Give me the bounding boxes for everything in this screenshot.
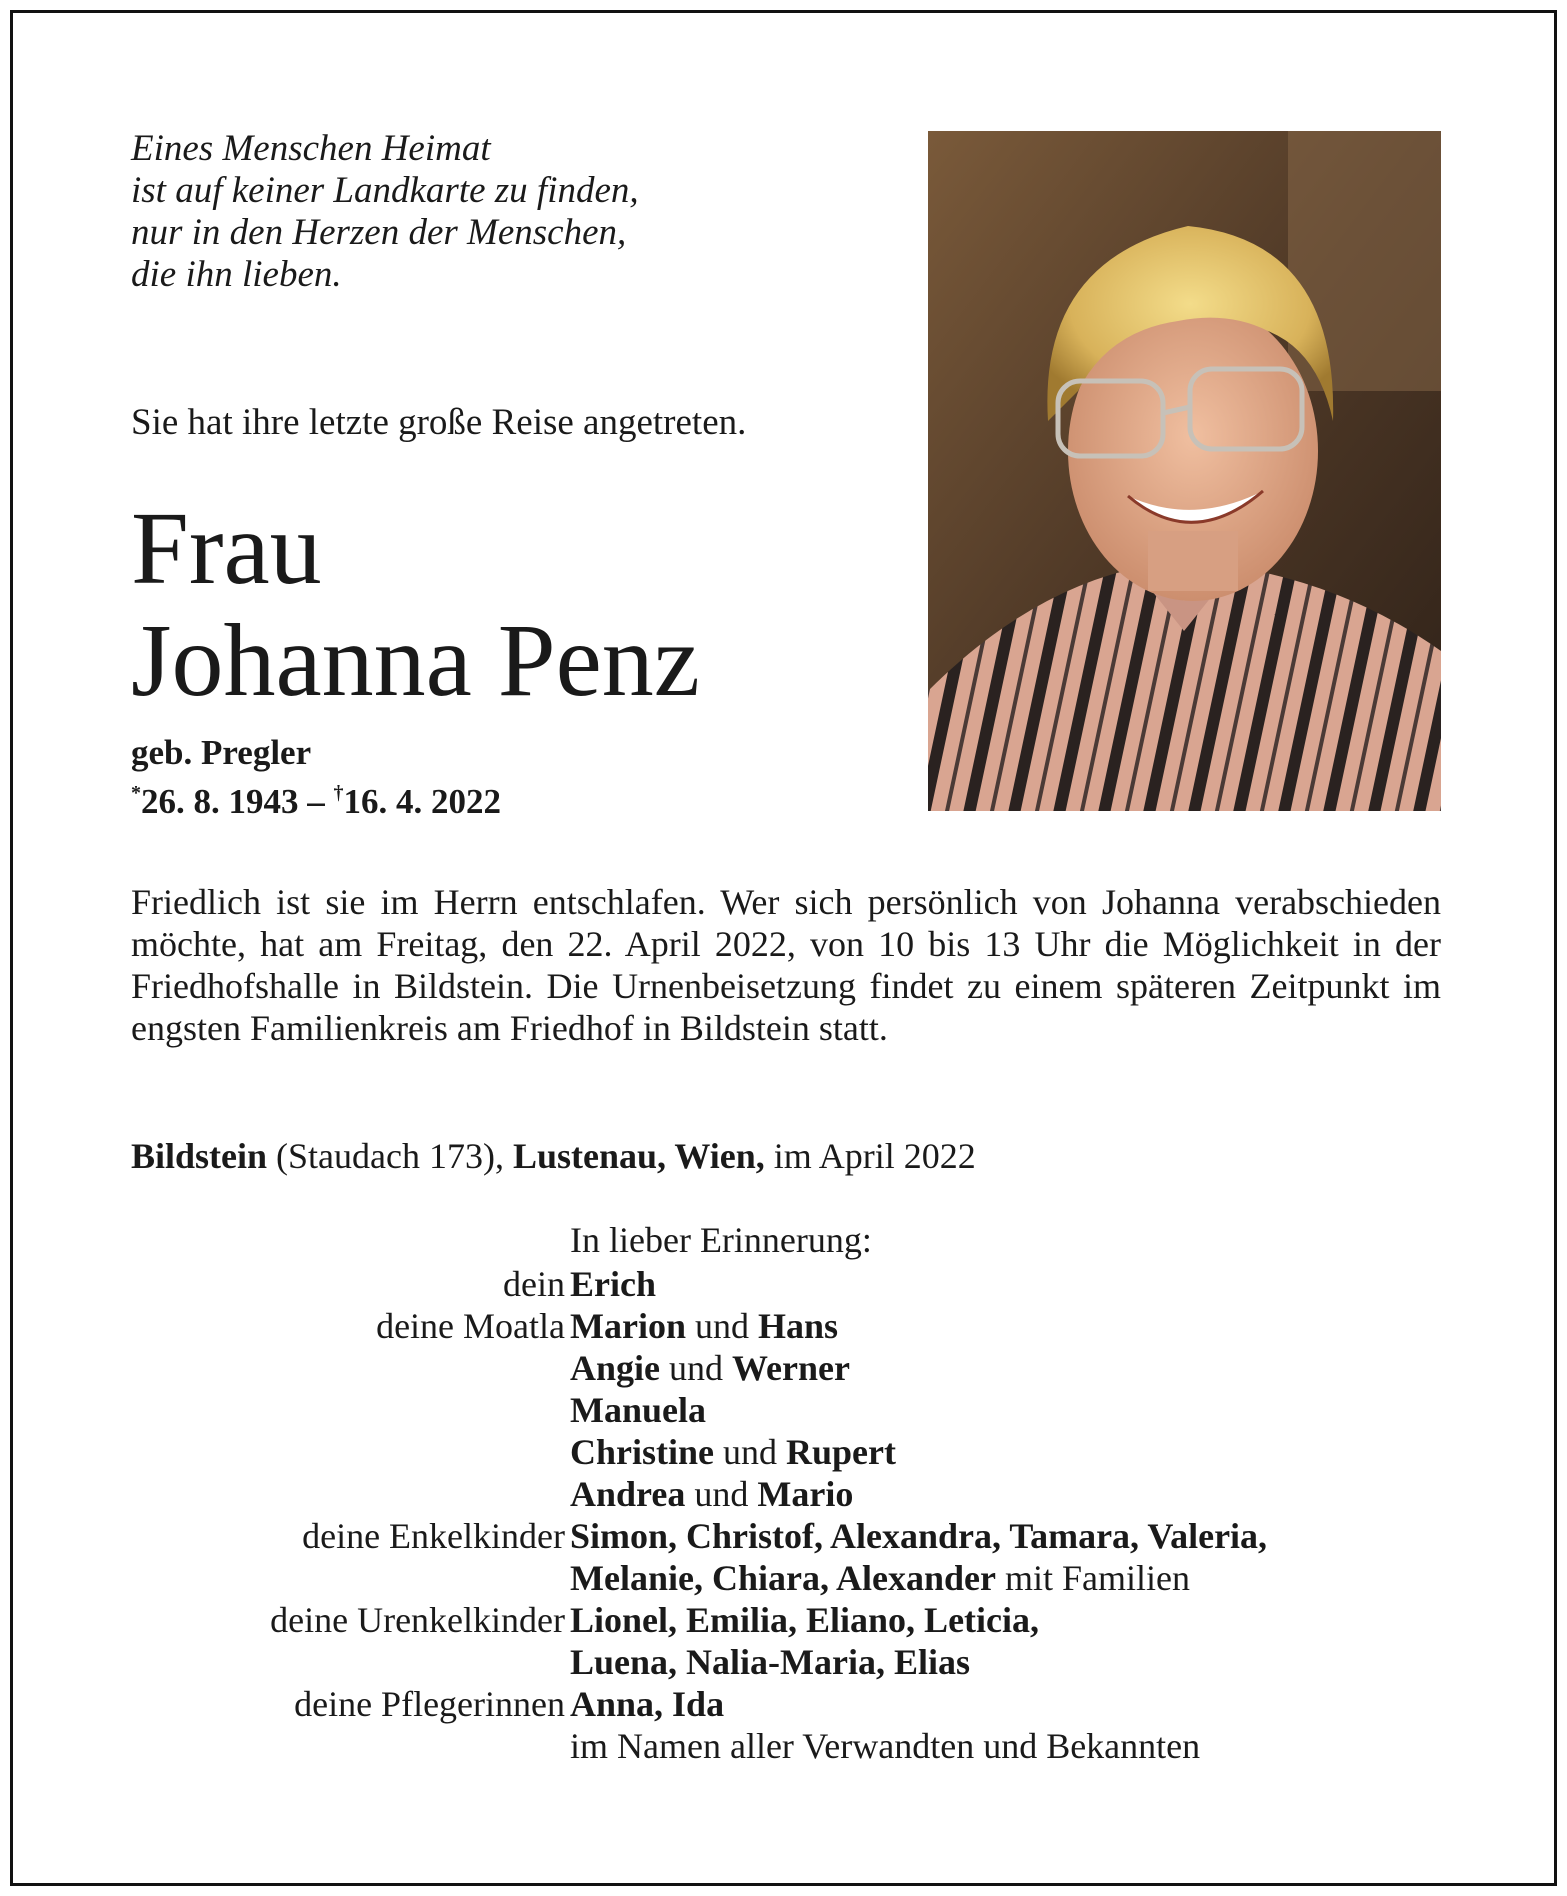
mourner-row xyxy=(13,1641,1560,1683)
mourner-connector: mit Familien xyxy=(995,1558,1190,1598)
mourner-name: Manuela xyxy=(570,1390,707,1430)
mourner-names xyxy=(570,1263,656,1305)
born-date: 26. 8. 1943 xyxy=(141,782,299,821)
mourner-row xyxy=(13,1599,1560,1641)
mourner-name: Andrea xyxy=(570,1474,686,1514)
mourner-names xyxy=(570,1683,724,1725)
mourner-row xyxy=(13,1473,1560,1515)
mourner-names xyxy=(570,1431,896,1473)
mourner-name: Rupert xyxy=(786,1432,896,1472)
location-date: im April 2022 xyxy=(764,1136,976,1176)
died-symbol: † xyxy=(333,782,344,804)
born-symbol: * xyxy=(131,782,141,804)
name-title: Frau xyxy=(131,491,322,606)
mourner-row xyxy=(13,1557,1560,1599)
mourner-name: Angie xyxy=(570,1348,660,1388)
mourner-names xyxy=(570,1641,970,1683)
location-place-primary: Bildstein xyxy=(131,1136,268,1176)
announcement-text: Friedlich ist sie im Herrn entschlafen. Wer sich persönlich von Johanna verabschieden möchte, hat am Freitag, den 22. April 2022, von 10 bis 13 Uhr die Möglichkeit in der Friedhofshalle in Bildstein. Die Urnenbeisetzung findet zu einem späteren Zeitpunkt im engsten Familienkreis am Friedhof in Bildstein statt. xyxy=(131,882,1441,1048)
quote-block xyxy=(131,128,771,296)
mourner-name: Hans xyxy=(757,1306,839,1346)
mourner-name: Luena, Nalia-Maria, Elias xyxy=(570,1642,971,1682)
mourner-row xyxy=(13,1683,1560,1725)
mourner-names xyxy=(570,1389,706,1431)
mourner-row xyxy=(13,1263,1560,1305)
mourner-relation: deine Moatla xyxy=(376,1306,565,1346)
quote-line: Eines Menschen Heimat xyxy=(131,128,491,169)
mourner-name: Christine xyxy=(570,1432,714,1472)
mourner-names xyxy=(570,1515,1267,1557)
mourner-connector: und xyxy=(714,1432,786,1472)
mourner-name: Werner xyxy=(732,1348,850,1388)
mourner-relation: deine Urenkelkinder xyxy=(270,1600,565,1640)
mourner-names xyxy=(570,1473,853,1515)
life-dates xyxy=(131,773,501,822)
mourner-row xyxy=(13,1515,1560,1557)
location-line xyxy=(131,1135,976,1177)
mourner-names xyxy=(570,1347,850,1389)
mourner-name: Lionel, Emilia, Eliano, Leticia, xyxy=(570,1600,1040,1640)
mourners-list xyxy=(13,1263,1560,1767)
mourner-name: Simon, Christof, Alexandra, Tamara, Valeria, xyxy=(570,1516,1268,1556)
mourner-connector: und xyxy=(660,1348,732,1388)
location-address: (Staudach 173), xyxy=(267,1136,513,1176)
maiden-name: geb. Pregler xyxy=(131,733,312,772)
mourner-row xyxy=(13,1389,1560,1431)
name-full: Johanna Penz xyxy=(131,603,700,718)
mourner-relation: deine Pflegerinnen xyxy=(294,1684,565,1724)
date-separator: – xyxy=(298,782,334,821)
quote-line: die ihn lieben. xyxy=(131,254,342,295)
mourner-row xyxy=(13,1431,1560,1473)
mourner-name: Melanie, Chiara, Alexander xyxy=(570,1558,996,1598)
memory-heading: In lieber Erinnerung: xyxy=(570,1220,872,1260)
quote-line: nur in den Herzen der Menschen, xyxy=(131,212,627,253)
mourner-connector: und xyxy=(685,1474,758,1514)
died-date: 16. 4. 2022 xyxy=(343,782,501,821)
mourner-name: Marion xyxy=(570,1306,686,1346)
mourner-row xyxy=(13,1305,1560,1347)
mourner-name: Anna, Ida xyxy=(570,1684,725,1724)
portrait-photo xyxy=(928,131,1441,811)
mourner-connector: im Namen aller Verwandten und Bekannten xyxy=(570,1726,1201,1766)
mourner-names xyxy=(570,1557,1190,1599)
mourner-row xyxy=(13,1725,1560,1767)
mourner-names xyxy=(570,1305,838,1347)
location-place-secondary: Lustenau, Wien, xyxy=(512,1136,765,1176)
quote-line: ist auf keiner Landkarte zu finden, xyxy=(131,170,639,211)
mourner-relation: dein xyxy=(503,1264,565,1304)
mourner-connector: und xyxy=(685,1306,758,1346)
mourner-names xyxy=(570,1725,1200,1767)
portrait-photo-icon xyxy=(928,131,1441,811)
obituary-page xyxy=(10,10,1557,1886)
mourner-names xyxy=(570,1599,1039,1641)
birth-death-block xyxy=(131,733,501,822)
deceased-name xyxy=(131,493,700,717)
mourner-row xyxy=(13,1347,1560,1389)
mourner-name: Mario xyxy=(757,1474,854,1514)
mourner-name: Erich xyxy=(570,1264,656,1304)
mourner-relation: deine Enkelkinder xyxy=(302,1516,565,1556)
journey-line: Sie hat ihre letzte große Reise angetreten. xyxy=(131,402,747,443)
